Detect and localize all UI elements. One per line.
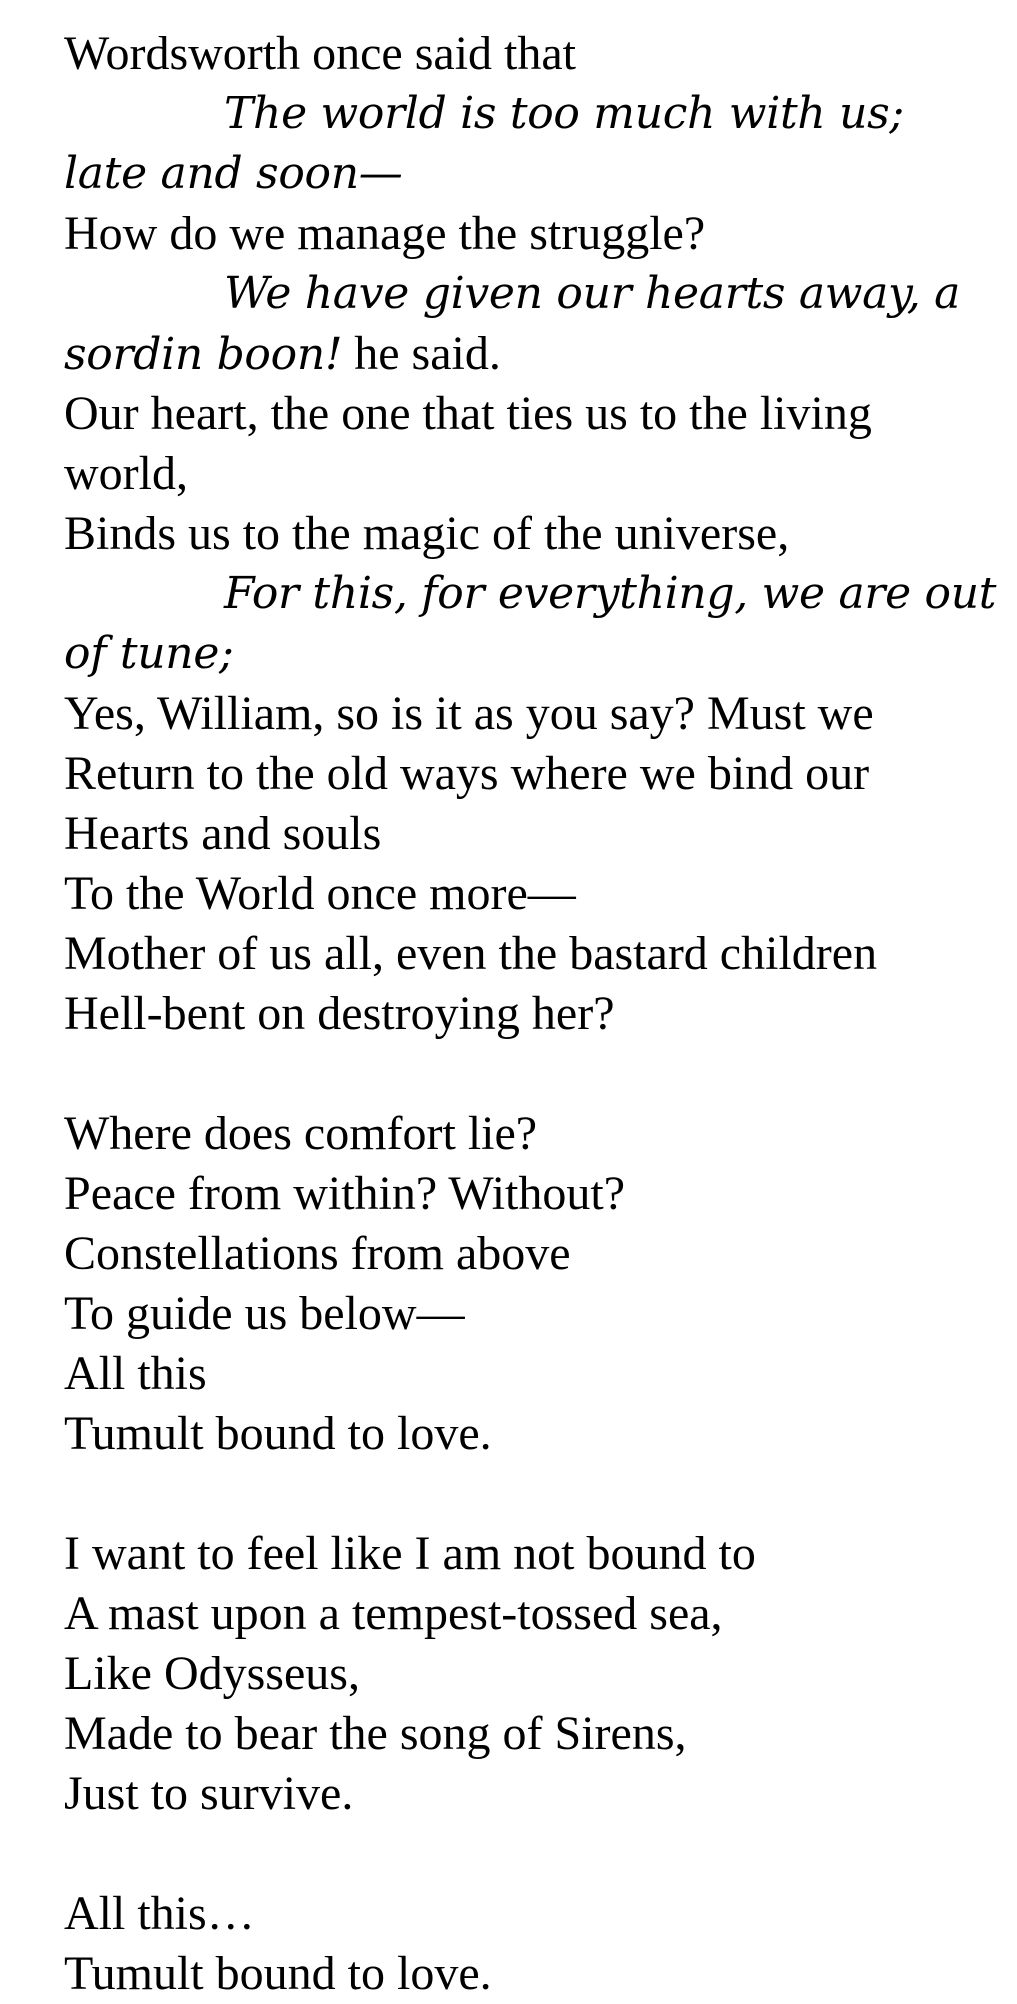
stanza-break xyxy=(64,1464,964,1524)
poem-line: Peace from within? Without? xyxy=(64,1167,626,1220)
poem-line: All this xyxy=(64,1347,207,1400)
poem-line: Hell-bent on destroying her? xyxy=(64,987,615,1040)
poem-line: I want to feel like I am not bound to xyxy=(64,1527,756,1580)
poem-line: Mother of us all, even the bastard children xyxy=(64,927,878,980)
wordsworth-quote-3 xyxy=(64,564,997,684)
poem-line: How do we manage the struggle? xyxy=(64,207,706,260)
poem-line: Where does comfort lie? xyxy=(64,1107,538,1160)
quote-line: For this, for everything, we are out xyxy=(224,568,997,619)
poem-line: To the World once more— xyxy=(64,867,576,920)
poem-line: A mast upon a tempest-tossed sea, xyxy=(64,1587,723,1640)
poem-line: Made to bear the song of Sirens, xyxy=(64,1707,687,1760)
quote-text: sordin boon! xyxy=(64,329,343,380)
poem-line: Binds us to the magic of the universe, xyxy=(64,507,790,560)
poem-line: Like Odysseus, xyxy=(64,1647,360,1700)
poem-line: Yes, William, so is it as you say? Must we xyxy=(64,687,874,740)
quote-line: The world is too much with us; xyxy=(224,88,904,139)
poem-line: Tumult bound to love. xyxy=(64,1407,492,1460)
poem-line: Return to the old ways where we bind our xyxy=(64,747,870,800)
poem-line: Just to survive. xyxy=(64,1767,354,1820)
wordsworth-quote-1 xyxy=(64,84,964,204)
quote-line: of tune; xyxy=(64,628,234,679)
poem-line: Wordsworth once said that xyxy=(64,27,577,80)
quote-line-mixed xyxy=(64,324,964,384)
quote-line: We have given our hearts away, a xyxy=(224,268,961,319)
poem-line: To guide us below— xyxy=(64,1287,465,1340)
poem-line: Our heart, the one that ties us to the living xyxy=(64,387,872,440)
attribution-text: he said. xyxy=(342,327,501,380)
wordsworth-quote-2 xyxy=(64,264,964,384)
poem-line: Constellations from above xyxy=(64,1227,571,1280)
stanza-break xyxy=(64,1044,964,1104)
poem xyxy=(64,24,997,2004)
quote-line: late and soon— xyxy=(64,148,403,199)
poem-line: world, xyxy=(64,447,188,500)
stanza-break xyxy=(64,1824,964,1884)
poem-line: Tumult bound to love. xyxy=(64,1947,492,2000)
poem-line: All this… xyxy=(64,1887,255,1940)
poem-line: Hearts and souls xyxy=(64,807,382,860)
